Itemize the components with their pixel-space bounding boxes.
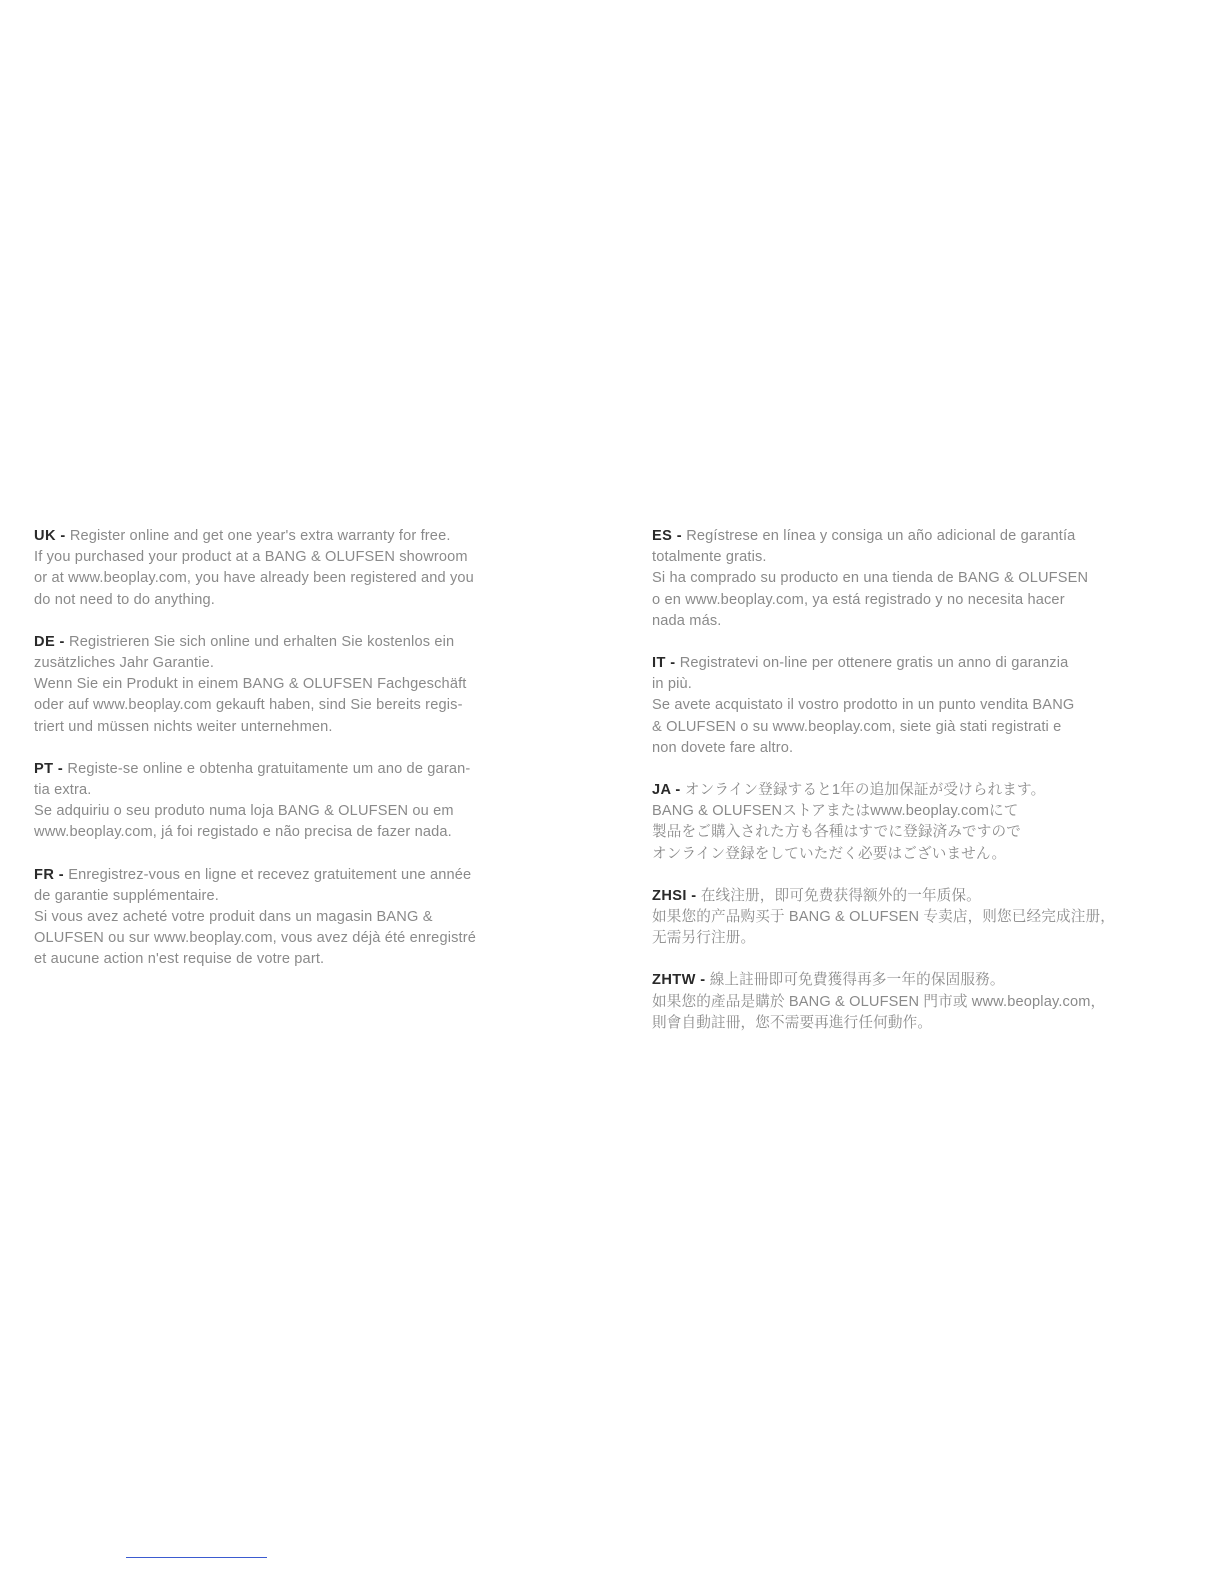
language-code: JA -: [652, 782, 681, 799]
entry-line: Registratevi on-line per ottenere gratis un anno di garanzia: [679, 655, 1069, 672]
right-column: [652, 526, 1188, 1055]
entry-line: de garantie supplémentaire.: [34, 887, 219, 904]
bottom-divider: [126, 1557, 267, 1558]
entry-line: オンライン登録をしていただく必要はございません。: [652, 845, 1007, 862]
entry-line: www.beoplay.com, já foi registado e não precisa de fazer nada.: [34, 824, 452, 841]
entry-line: 无需另行注册。: [652, 930, 756, 947]
entry-line: do not need to do anything.: [34, 591, 215, 608]
entry-line: 在线注册，即可免费获得额外的一年质保。: [700, 887, 981, 904]
entry-line: Se adquiriu o seu produto numa loja BANG & OLUFSEN ou em: [34, 803, 454, 820]
entry-line: Register online and get one year's extra warranty for free.: [69, 528, 451, 544]
language-code: ZHSI -: [652, 887, 697, 904]
language-code: PT -: [34, 760, 64, 777]
entry-line: triert und müssen nichts weiter unternehmen.: [34, 718, 333, 735]
entry-line: zusätzliches Jahr Garantie.: [34, 655, 215, 672]
entry-it: [652, 653, 1188, 759]
entry-fr: [34, 865, 566, 971]
entry-line: Registe-se online e obtenha gratuitamente um ano de garan-: [67, 760, 471, 777]
entry-line: o en www.beoplay.com, ya está registrado y no necesita hacer: [652, 591, 1065, 608]
entry-es: [652, 526, 1188, 632]
entry-line: in più.: [652, 676, 692, 693]
entry-line: tia extra.: [34, 782, 92, 799]
entry-line: Si vous avez acheté votre produit dans un magasin BANG &: [34, 909, 433, 926]
entry-line: If you purchased your product at a BANG & OLUFSEN showroom: [34, 549, 468, 566]
entry-line: & OLUFSEN o su www.beoplay.com, siete già stati registrati e: [652, 718, 1062, 735]
entry-line: oder auf www.beoplay.com gekauft haben, sind Sie bereits regis-: [34, 697, 463, 714]
entry-pt: [34, 759, 566, 844]
language-code: UK -: [34, 528, 66, 544]
entry-line: Wenn Sie ein Produkt in einem BANG & OLUFSEN Fachgeschäft: [34, 676, 467, 693]
entry-line: Regístrese en línea y consiga un año adicional de garantía: [686, 528, 1076, 544]
entry-line: 線上註冊即可免費獲得再多一年的保固服務。: [709, 972, 1005, 989]
entry-line: 製品をご購入された方も各種はすでに登録済みですので: [652, 824, 1022, 841]
entry-line: 如果您的產品是購於 BANG & OLUFSEN 門市或 www.beoplay.com，: [652, 993, 1106, 1010]
entry-line: オンライン登録すると1年の追加保証が受けられます。: [684, 782, 1046, 799]
left-column: [34, 526, 566, 992]
entry-line: non dovete fare altro.: [652, 739, 794, 756]
language-code: FR -: [34, 866, 64, 883]
entry-uk: [34, 526, 566, 611]
entry-zhsi: [652, 886, 1188, 950]
entry-line: OLUFSEN ou sur www.beoplay.com, vous avez déjà été enregistré: [34, 930, 477, 947]
language-code: DE -: [34, 633, 65, 650]
entry-ja: [652, 780, 1188, 865]
language-code: ZHTW -: [652, 972, 706, 989]
entry-line: totalmente gratis.: [652, 549, 767, 566]
entry-line: nada más.: [652, 612, 722, 629]
language-code: IT -: [652, 655, 676, 672]
entry-line: Enregistrez-vous en ligne et recevez gratuitement une année: [68, 866, 472, 883]
entry-line: 則會自動註冊，您不需要再進行任何動作。: [652, 1014, 933, 1031]
entry-line: 如果您的产品购买于 BANG & OLUFSEN 专卖店，则您已经完成注册，: [652, 909, 1116, 926]
entry-line: BANG & OLUFSENストアまたはwww.beoplay.comにて: [652, 803, 1019, 820]
entry-line: et aucune action n'est requise de votre part.: [34, 951, 325, 968]
entry-line: Se avete acquistato il vostro prodotto in un punto vendita BANG: [652, 697, 1075, 714]
entry-line: Si ha comprado su producto en una tienda de BANG & OLUFSEN: [652, 570, 1089, 587]
entry-de: [34, 632, 566, 738]
entry-zhtw: [652, 970, 1188, 1034]
entry-line: or at www.beoplay.com, you have already been registered and you: [34, 570, 474, 587]
entry-line: Registrieren Sie sich online und erhalten Sie kostenlos ein: [69, 633, 455, 650]
language-code: ES -: [652, 528, 682, 544]
